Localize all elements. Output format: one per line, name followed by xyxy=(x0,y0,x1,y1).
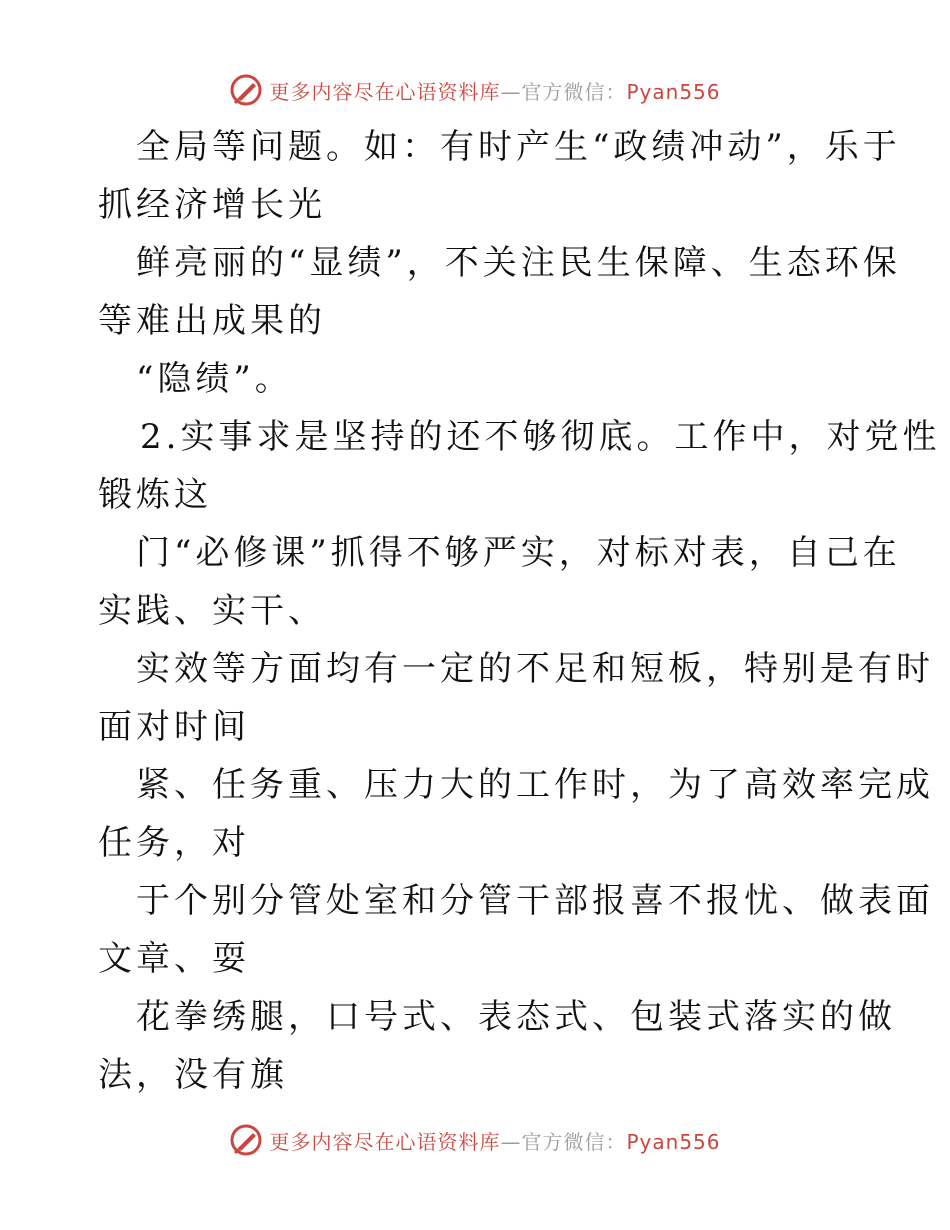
document-body xyxy=(98,118,941,1104)
text-line: 2.实事求是坚持的还不够彻底。工作中，对党性 xyxy=(140,417,941,457)
text-line: 实践、实干、 xyxy=(98,591,326,631)
text-line: 实效等方面均有一定的不足和短板，特别是有时 xyxy=(136,649,934,689)
pen-logo-icon xyxy=(229,1123,263,1157)
text-line: 紧、任务重、压力大的工作时，为了高效率完成 xyxy=(136,765,934,805)
header-watermark xyxy=(0,70,950,110)
text-line: 等难出成果的 xyxy=(98,301,326,341)
watermark-text: 更多内容尽在心语资料库—官方微信：Pyan556 xyxy=(269,1129,721,1154)
text-line: 抓经济增长光 xyxy=(98,185,326,225)
text-line: 花拳绣腿，口号式、表态式、包装式落实的做 xyxy=(136,997,896,1037)
text-line: 面对时间 xyxy=(98,707,250,747)
text-line: “隐绩”。 xyxy=(136,359,293,399)
text-line: 鲜亮丽的“显绩”，不关注民生保障、生态环保 xyxy=(136,243,901,283)
text-line: 全局等问题。如：有时产生“政绩冲动”，乐于 xyxy=(136,127,901,167)
text-line: 门“必修课”抓得不够严实，对标对表，自己在 xyxy=(136,533,901,573)
watermark-text: 更多内容尽在心语资料库—官方微信：Pyan556 xyxy=(269,79,721,104)
text-line: 于个别分管处室和分管干部报喜不报忧、做表面 xyxy=(136,881,934,921)
text-line: 任务，对 xyxy=(98,823,250,863)
text-line: 文章、耍 xyxy=(98,939,250,979)
text-line: 锻炼这 xyxy=(98,475,212,515)
pen-logo-icon xyxy=(229,73,263,107)
footer-watermark xyxy=(0,1120,950,1160)
text-line: 法，没有旗 xyxy=(98,1055,288,1095)
